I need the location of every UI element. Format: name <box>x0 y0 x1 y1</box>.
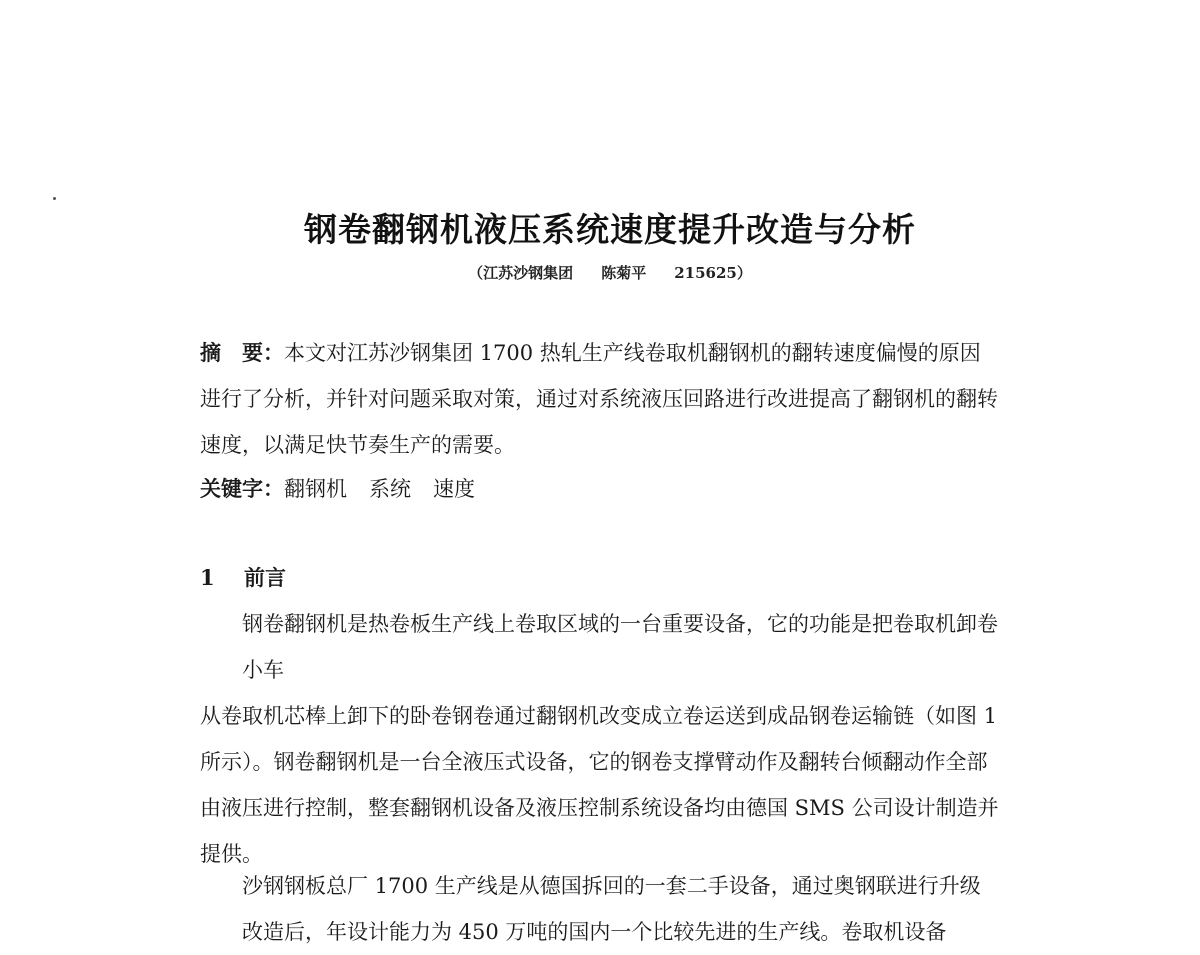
abstract-label: 摘 要： <box>200 340 284 365</box>
section-number: 1 <box>200 565 215 590</box>
author-postcode: 215625 <box>674 264 737 282</box>
paragraph-2 <box>200 863 1000 955</box>
author-open-paren: （ <box>468 264 484 282</box>
keyword-item: 速度 <box>433 477 475 501</box>
keyword-item: 翻钢机 <box>284 477 347 501</box>
author-line <box>0 262 1200 283</box>
keywords <box>200 466 1000 512</box>
paper-title: 钢卷翻钢机液压系统速度提升改造与分析 <box>304 210 916 249</box>
author-affiliation: 江苏沙钢集团 <box>483 264 574 282</box>
abstract <box>200 330 1000 468</box>
paragraph-2-text: 沙钢钢板总厂 1700 生产线是从德国拆回的一套二手设备，通过奥钢联进行升级改造后，年设计能力为 450 万吨的国内一个比较先进的生产线。卷取机设备 <box>242 874 981 944</box>
paragraph-1 <box>200 601 1000 877</box>
keyword-item: 系统 <box>369 477 411 501</box>
section-heading <box>200 555 1000 601</box>
author-close-paren: ） <box>736 264 752 282</box>
paragraph-1-first-line: 钢卷翻钢机是热卷板生产线上卷取区域的一台重要设备，它的功能是把卷取机卸卷小车 <box>242 612 998 682</box>
author-name: 陈菊平 <box>601 264 647 282</box>
abstract-text: 本文对江苏沙钢集团 1700 热轧生产线卷取机翻钢机的翻转速度偏慢的原因进行了分析，并针对问题采取对策，通过对系统液压回路进行改进提高了翻钢机的翻转速度，以满足快节奏生产的需要。 <box>200 341 998 457</box>
section-title: 前言 <box>244 565 286 590</box>
scan-speck <box>53 197 56 200</box>
paragraph-1-continuation: 从卷取机芯棒上卸下的卧卷钢卷通过翻钢机改变成立卷运送到成品钢卷运输链（如图 1 所示）。钢卷翻钢机是一台全液压式设备，它的钢卷支撑臂动作及翻转台倾翻动作全部由液压进行控制，整套翻钢机设备及液压控制系统设备均由德国 SMS 公司设计制造并提供。 <box>200 704 999 866</box>
keywords-label: 关键字： <box>200 476 284 501</box>
